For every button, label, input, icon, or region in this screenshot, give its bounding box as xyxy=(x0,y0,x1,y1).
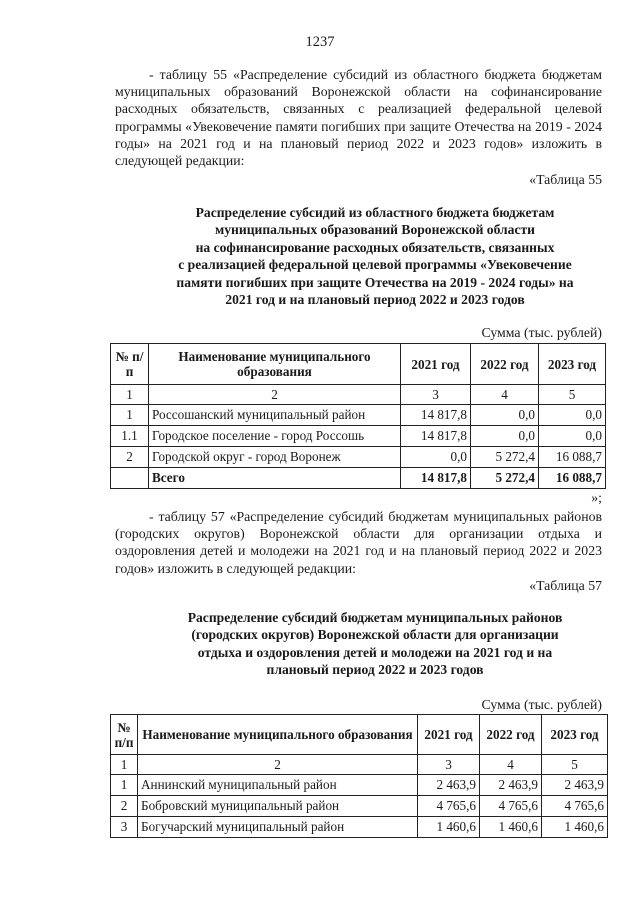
row-number: 3 xyxy=(111,817,138,838)
column-number-row xyxy=(111,755,608,775)
row-number: 2 xyxy=(111,796,138,817)
row-number: 2 xyxy=(111,447,149,468)
heading-line: Распределение субсидий бюджетам муниципальных районов xyxy=(187,610,563,625)
row-name: Богучарский муниципальный район xyxy=(138,817,418,838)
row-number: 1 xyxy=(111,405,149,426)
table-row xyxy=(111,426,606,447)
heading-line: на софинансирование расходных обязательств, связанных xyxy=(195,239,555,255)
table-57-label: «Таблица 57 xyxy=(529,578,602,593)
header-2023: 2023 год xyxy=(539,344,606,385)
column-number: 3 xyxy=(401,385,471,405)
intro-paragraph-table-55: - таблицу 55 «Распределение субсидий из областного бюджета бюджетам муниципальных образований Воронежской области на софинансирование расходных обязательств, связанных с реализацией федеральной целевой программы «Увековечение памяти погибших при защите Отечества на 2019 - 2024 годы» на 2021 год и на плановый период 2022 и 2023 годов» изложить в следующей редакции: xyxy=(115,67,602,169)
total-number xyxy=(111,468,149,489)
header-2021: 2021 год xyxy=(418,715,480,755)
heading-line: плановый период 2022 и 2023 годов xyxy=(266,662,484,678)
row-value-2023: 0,0 xyxy=(539,405,606,426)
column-number: 3 xyxy=(418,755,480,775)
table-55-heading xyxy=(140,204,610,308)
table-55-label: «Таблица 55 xyxy=(529,172,602,187)
column-number: 5 xyxy=(542,755,608,775)
table-55 xyxy=(110,343,606,489)
heading-line: Распределение субсидий из областного бюджета бюджетам xyxy=(195,205,555,220)
row-value-2022: 5 272,4 xyxy=(471,447,539,468)
heading-line: отдыха и оздоровления детей и молодежи на 2021 год и на xyxy=(197,644,553,660)
total-2023: 16 088,7 xyxy=(539,468,606,489)
row-name: Бобровский муниципальный район xyxy=(138,796,418,817)
row-value-2022: 4 765,6 xyxy=(480,796,542,817)
column-number: 5 xyxy=(539,385,606,405)
header-2023: 2023 год xyxy=(542,715,608,755)
row-value-2023: 4 765,6 xyxy=(542,796,608,817)
row-value-2021: 14 817,8 xyxy=(401,426,471,447)
table-57-heading xyxy=(140,609,610,679)
heading-line: 2021 год и на плановый период 2022 и 2023 годов xyxy=(225,292,525,308)
header-number: № п/п xyxy=(111,715,138,755)
row-value-2021: 0,0 xyxy=(401,447,471,468)
row-name: Городской округ - город Воронеж xyxy=(149,447,401,468)
row-value-2023: 1 460,6 xyxy=(542,817,608,838)
header-2022: 2022 год xyxy=(480,715,542,755)
table-row xyxy=(111,796,608,817)
header-number: № п/п xyxy=(111,344,149,385)
row-number: 1 xyxy=(111,775,138,796)
header-name: Наименование муниципального образования xyxy=(138,715,418,755)
row-value-2022: 0,0 xyxy=(471,405,539,426)
heading-line: (городских округов) Воронежской области для организации xyxy=(191,627,559,643)
row-value-2023: 0,0 xyxy=(539,426,606,447)
heading-line: памяти погибших при защите Отечества на 2019 - 2024 годы» на xyxy=(176,274,574,290)
table-row xyxy=(111,817,608,838)
row-value-2023: 16 088,7 xyxy=(539,447,606,468)
table-row xyxy=(111,775,608,796)
row-value-2023: 2 463,9 xyxy=(542,775,608,796)
total-2021: 14 817,8 xyxy=(401,468,471,489)
table-header-row xyxy=(111,344,606,385)
column-number: 2 xyxy=(138,755,418,775)
row-value-2021: 1 460,6 xyxy=(418,817,480,838)
total-label: Всего xyxy=(149,468,401,489)
table-total-row xyxy=(111,468,606,489)
intro-paragraph-table-57: - таблицу 57 «Распределение субсидий бюджетам муниципальных районов (городских округов) Воронежской области для организации отдыха и оздоровления детей и молодежи на 2021 год и на плановый период 2022 и 2023 годов» изложить в следующей редакции: xyxy=(115,509,602,576)
row-name: Городское поселение - город Россошь xyxy=(149,426,401,447)
column-number: 1 xyxy=(111,385,149,405)
row-value-2021: 14 817,8 xyxy=(401,405,471,426)
row-value-2022: 0,0 xyxy=(471,426,539,447)
page-number: 1237 xyxy=(305,34,335,50)
table-57 xyxy=(110,714,608,838)
header-2022: 2022 год xyxy=(471,344,539,385)
header-name: Наименование муниципального образования xyxy=(149,344,401,385)
column-number: 4 xyxy=(471,385,539,405)
table-header-row xyxy=(111,715,608,755)
row-value-2022: 1 460,6 xyxy=(480,817,542,838)
table-55-end-mark: »; xyxy=(591,490,602,505)
column-number-row xyxy=(111,385,606,405)
total-2022: 5 272,4 xyxy=(471,468,539,489)
table-row xyxy=(111,405,606,426)
row-name: Россошанский муниципальный район xyxy=(149,405,401,426)
column-number: 2 xyxy=(149,385,401,405)
row-value-2022: 2 463,9 xyxy=(480,775,542,796)
table-55-units: Сумма (тыс. рублей) xyxy=(481,325,602,340)
row-number: 1.1 xyxy=(111,426,149,447)
table-57-units: Сумма (тыс. рублей) xyxy=(481,697,602,712)
table-row xyxy=(111,447,606,468)
heading-line: с реализацией федеральной целевой программы «Увековечение xyxy=(178,257,572,273)
header-2021: 2021 год xyxy=(401,344,471,385)
column-number: 4 xyxy=(480,755,542,775)
column-number: 1 xyxy=(111,755,138,775)
heading-line: муниципальных образований Воронежской области xyxy=(214,222,536,238)
row-value-2021: 2 463,9 xyxy=(418,775,480,796)
row-name: Аннинский муниципальный район xyxy=(138,775,418,796)
row-value-2021: 4 765,6 xyxy=(418,796,480,817)
